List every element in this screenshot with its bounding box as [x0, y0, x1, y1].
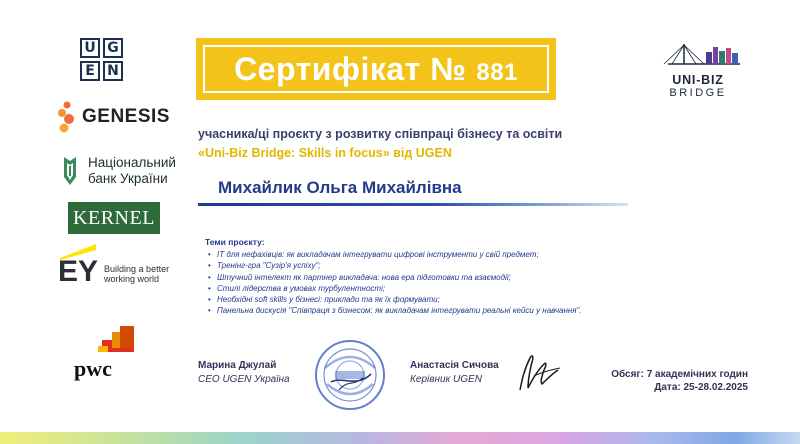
topic-item: • Штучний інтелект як партнер викладача: нова ера підготовки та взаємодії; [205, 272, 655, 283]
ey-tagline-line1: Building a better [104, 264, 170, 274]
genesis-wordmark: GENESIS [82, 106, 170, 127]
kernel-logo: KERNEL [68, 202, 160, 234]
nbu-emblem-icon [60, 155, 80, 187]
certificate-title-label: Сертифікат № [234, 50, 467, 87]
recipient-name: Михайлик Ольга Михайлівна [218, 178, 462, 197]
project-topics [205, 237, 655, 317]
ey-tagline [104, 264, 169, 284]
ugen-letter: E [80, 61, 100, 81]
topics-title: Теми проєкту: [205, 237, 265, 247]
topics-list [205, 249, 655, 317]
nbu-logo [60, 155, 176, 187]
signatory-2 [410, 360, 499, 385]
ey-mark [58, 255, 99, 288]
nbu-wordmark [88, 155, 176, 187]
handwritten-signature [514, 350, 564, 399]
recipient-underline [198, 203, 628, 206]
certificate-title-banner [196, 38, 556, 100]
ey-tagline-line2: working world [104, 274, 160, 284]
unibiz-bridge-logo [656, 42, 740, 99]
unibiz-subtitle: BRIDGE [669, 87, 727, 99]
ey-beam-icon [60, 244, 96, 260]
project-name: «Uni-Biz Bridge: Skills in focus» від UGEN [198, 146, 452, 160]
ey-wordmark: EY [58, 255, 99, 288]
ey-logo [58, 255, 170, 288]
nbu-line2: банк України [88, 171, 168, 186]
ugen-logo [80, 38, 123, 81]
genesis-logo [56, 100, 170, 134]
course-date: Дата: 25-28.02.2025 [654, 382, 748, 393]
signatory-2-role: Керівник UGEN [410, 374, 482, 385]
decorative-gradient-bar [0, 432, 800, 444]
course-volume: Обсяг: 7 академічних годин [611, 369, 748, 380]
stamp-seal-icon [313, 338, 387, 412]
unibiz-wordmark: UNI-BIZ [672, 73, 724, 87]
ugen-letter: U [80, 38, 100, 58]
pwc-wordmark: pwc [74, 356, 112, 381]
signatory-2-name: Анастасія Сичова [410, 360, 499, 371]
ugen-letter: G [103, 38, 123, 58]
official-stamp [313, 338, 387, 417]
certificate-title [234, 51, 518, 88]
nbu-line1: Національний [88, 155, 176, 170]
signatory-1-role: CEO UGEN Україна [198, 374, 290, 385]
signature-scribble-icon [514, 350, 564, 394]
signatory-1-name: Марина Джулай [198, 360, 277, 371]
course-details [600, 368, 748, 394]
pwc-logo [74, 326, 134, 381]
ugen-letter: N [103, 61, 123, 81]
pwc-blocks-icon [74, 326, 134, 356]
topic-item: • Тренінг-гра "Сузір'я успіху"; [205, 260, 655, 271]
signatory-1 [198, 360, 290, 385]
topic-item: • Необхідні soft skills у бізнесі: приклади та як їх формувати; [205, 294, 655, 305]
genesis-dots-icon [56, 100, 78, 134]
bridge-skyline-icon [656, 42, 740, 66]
topic-item: • Панельна дискусія "Співпраця з бізнесом: як викладачам інтегрувати реальні кейси у навчання". [205, 305, 655, 316]
topic-item: • ІТ для нефахівців: як викладачам інтегрувати цифрові інструменти у свій предмет; [205, 249, 655, 260]
participant-description: учасника/ці проєкту з розвитку співпраці бізнесу та освіти [198, 127, 563, 141]
certificate-number: 881 [476, 58, 518, 86]
topic-item: • Стилі лідерства в умовах турбулентності; [205, 283, 655, 294]
